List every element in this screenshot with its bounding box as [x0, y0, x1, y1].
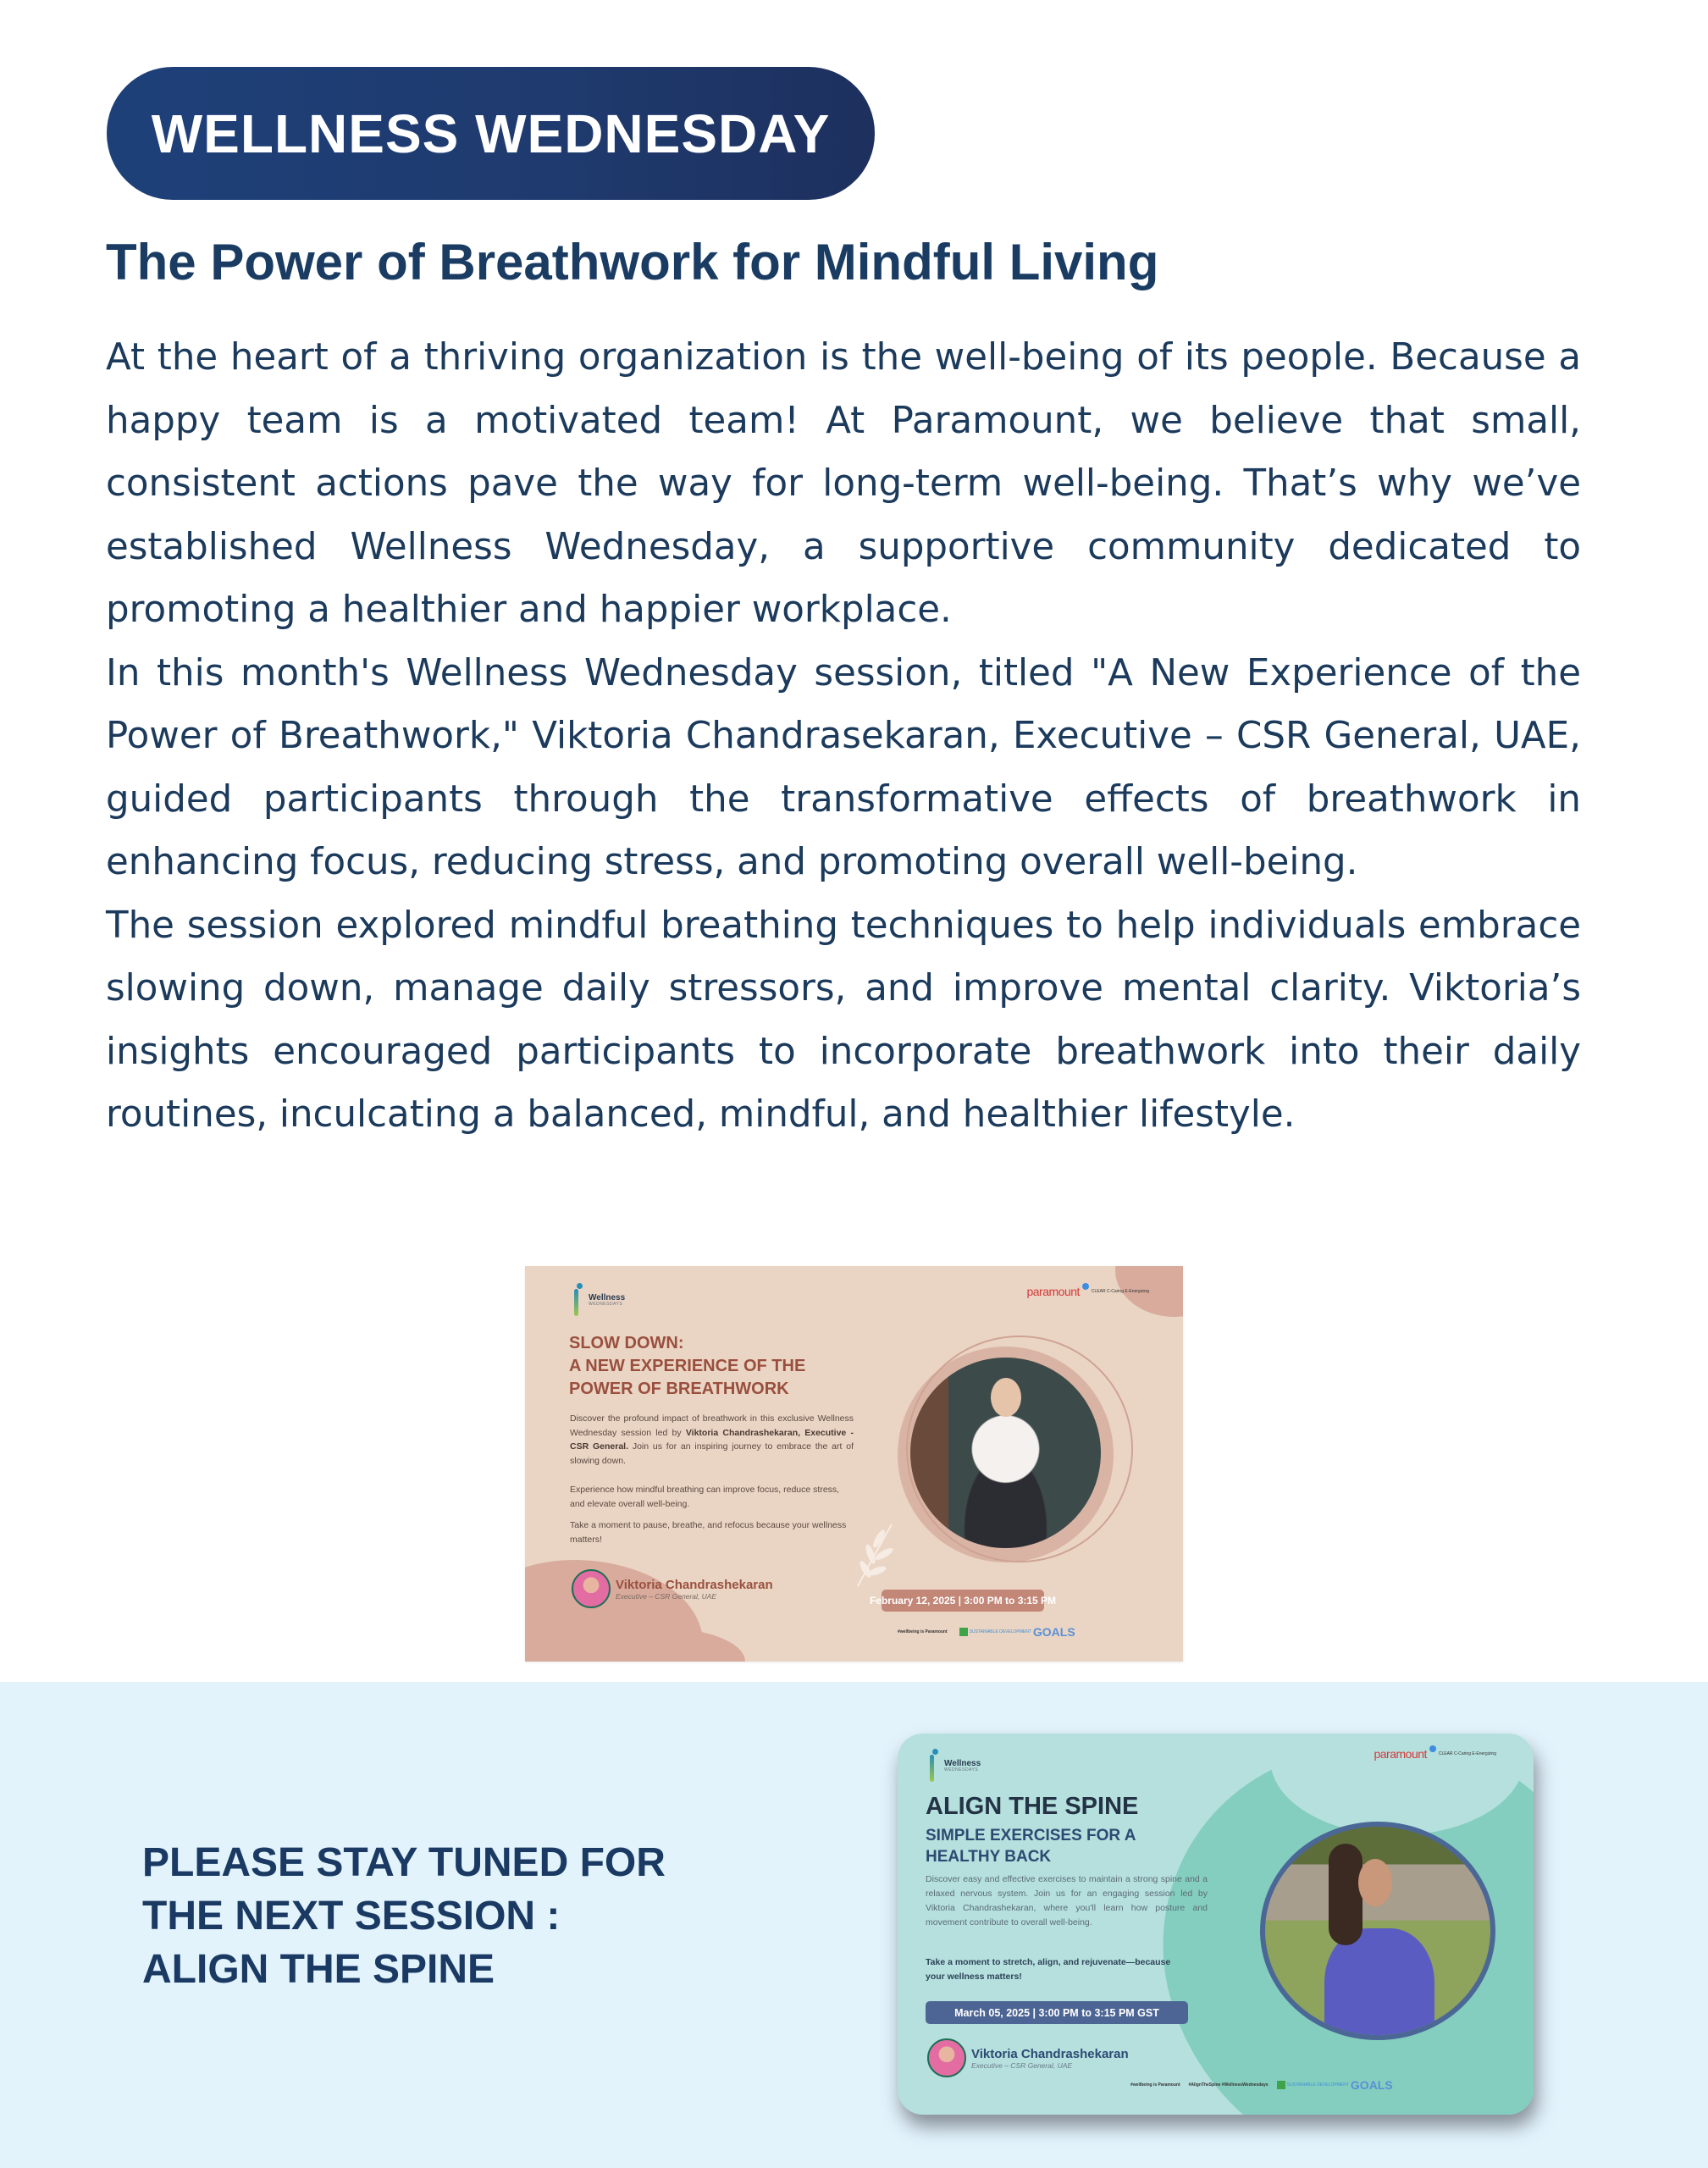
poster-description: Discover easy and effective exercises to maintain a strong spine and a relaxed nervous system. Join us for an engaging session led by Viktoria Chandrashekaran, where you'll learn how posture and movement contribute to overall well-being. — [926, 1874, 1208, 1927]
wellness-wednesdays-logo: Wellness WEDNESDAYS — [928, 1749, 981, 1783]
paramount-logo: paramount CLEAR C-Caring E-Energizing — [1374, 1747, 1496, 1761]
sdg-logo: SUSTAINABLE DEVELOPMENT GOALS — [959, 1625, 1075, 1639]
poster-description-3: Take a moment to pause, breathe, and refocus because your wellness matters! — [570, 1520, 847, 1545]
wellness-wednesday-badge — [107, 67, 875, 200]
paramount-logo: paramount CLEAR C-Caring E-Energizing — [1026, 1285, 1149, 1298]
brand-ball-icon — [1082, 1283, 1089, 1290]
stretching-woman-photo — [1260, 1822, 1495, 2040]
poster-footer: #wellbeing is Paramount #AlignTheSpine #WellnessWednesdays SUSTAINABLE DEVELOPMENT GOALS — [1130, 2078, 1393, 2092]
paragraph-intro: At the heart of a thriving organization is the well-being of its people. Because a happy team is a motivated team! At Paramount, we believe that small, consistent actions pave the way for long-term well-being. That’s why we’ve established Wellness Wednesday, a supportive community dedicated to promoting a healthier and happier workplace. — [106, 336, 1581, 631]
speaker-avatar — [927, 2038, 966, 2077]
poster-callout: Take a moment to stretch, align, and rejuvenate—because your wellness matters! — [926, 1957, 1171, 1982]
leaf-icon — [854, 1520, 896, 1588]
sdg-icon — [1277, 2081, 1285, 2089]
wellness-figure-icon — [572, 1283, 584, 1317]
poster-description: Discover the profound impact of breathwork in this exclusive Wellness Wednesday session led by Viktoria Chandrashekaran, Executive - CSR General. Join us for an inspiring journey to embrace the art of slowing down. — [570, 1413, 854, 1466]
speaker-info: Viktoria Chandrashekaran Executive – CSR General, UAE — [572, 1569, 773, 1608]
poster-description-2: Experience how mindful breathing can improve focus, reduce stress, and elevate overall well-being. — [570, 1485, 840, 1509]
paragraph-session: In this month's Wellness Wednesday session, titled "A New Experience of the Power of Breathwork," Viktoria Chandrasekaran, Executive – CSR General, UAE, guided participants through the transformative effects of breathwork in enhancing focus, reducing stress, and promoting overall well-being. — [106, 651, 1581, 883]
badge-label: WELLNESS WEDNESDAY — [151, 102, 831, 164]
poster-subtitle: SIMPLE EXERCISES FOR A HEALTHY BACK — [926, 1827, 1136, 1866]
poster-footer: #wellbeing is Paramount SUSTAINABLE DEVELOPMENT GOALS — [898, 1625, 1075, 1639]
paragraph-outcome: The session explored mindful breathing techniques to help individuals embrace slowing down, manage daily stressors, and improve mental clarity. Viktoria’s insights encouraged participants to incorporate breathwork into their daily routines, inculcating a balanced, mindful, and healthier lifestyle. — [106, 904, 1581, 1136]
article-body — [106, 326, 1581, 1147]
article-headline: The Power of Breathwork for Mindful Living — [106, 234, 1159, 290]
session-date-badge: February 12, 2025 | 3:00 PM to 3:15 PM — [882, 1590, 1044, 1612]
meditating-woman-photo — [910, 1358, 1101, 1548]
speaker-avatar — [572, 1569, 611, 1608]
poster-title: SLOW DOWN: A NEW EXPERIENCE OF THE POWER OF BREATHWORK — [569, 1334, 806, 1398]
wellness-wednesdays-logo: Wellness WEDNESDAYS — [572, 1283, 625, 1317]
session-date-badge: March 05, 2025 | 3:00 PM to 3:15 PM GST — [926, 2001, 1188, 2024]
align-the-spine-poster — [898, 1734, 1534, 2115]
sdg-icon — [959, 1628, 968, 1636]
brand-ball-icon — [1429, 1745, 1436, 1752]
wellness-figure-icon — [928, 1749, 940, 1783]
breathwork-session-poster — [525, 1266, 1183, 1662]
speaker-info: Viktoria Chandrashekaran Executive – CSR General, UAE — [927, 2038, 1129, 2077]
poster-title: ALIGN THE SPINE — [926, 1793, 1139, 1820]
sdg-logo: SUSTAINABLE DEVELOPMENT GOALS — [1277, 2078, 1393, 2092]
next-session-announcement: PLEASE STAY TUNED FOR THE NEXT SESSION : ALIGN THE SPINE — [142, 1840, 666, 1992]
